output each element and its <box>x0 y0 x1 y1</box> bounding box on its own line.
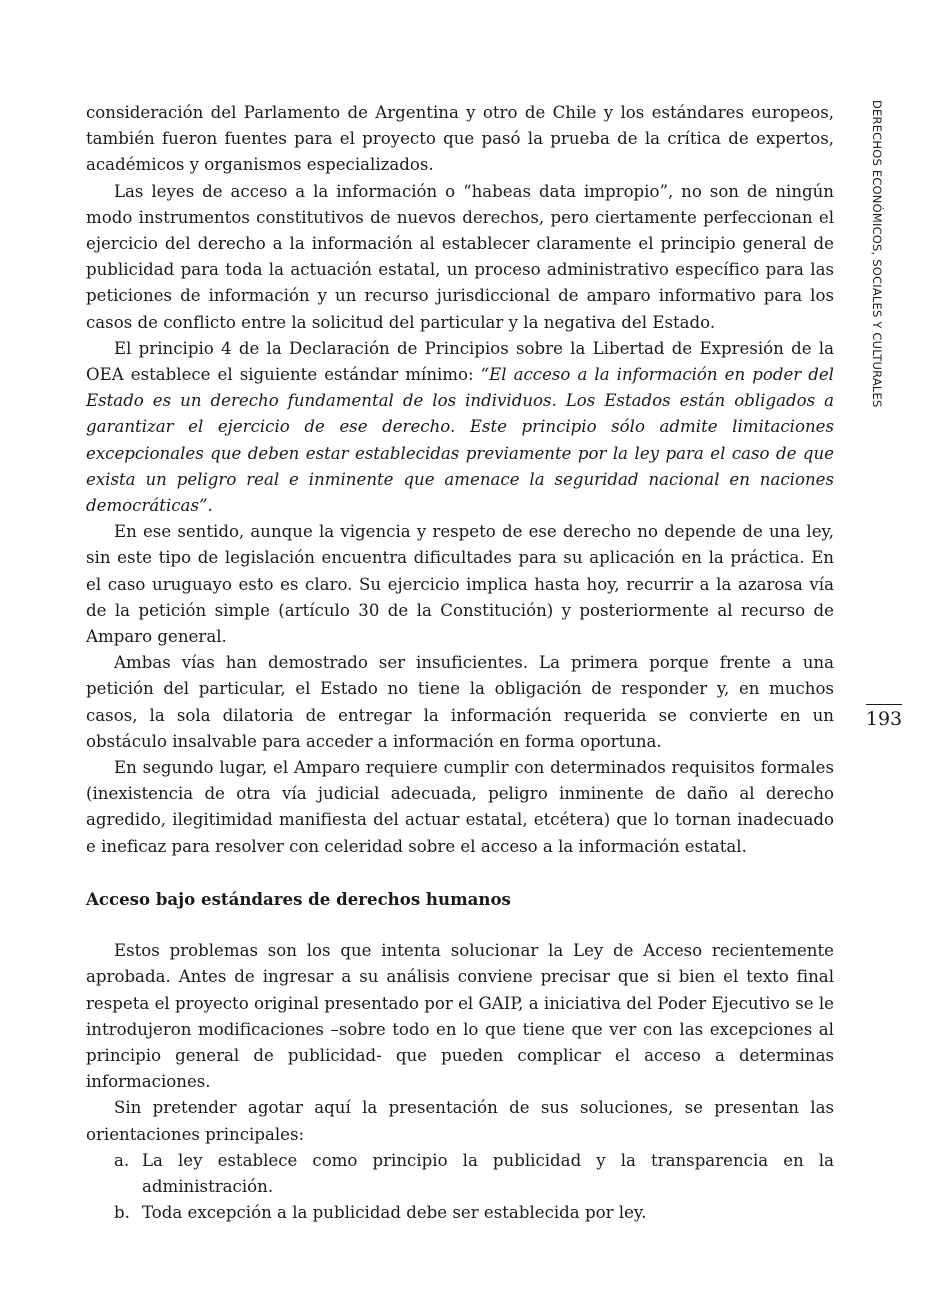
body-text <box>86 100 834 1226</box>
paragraph: Estos problemas son los que intenta solucionar la Ley de Acceso recientemente aprobada. Antes de ingresar a su análisis conviene precisar que si bien el texto final respeta el proyecto original presentado por el GAIP, a iniciativa del Poder Ejecutivo se le introdujeron modificaciones –sobre todo en lo que tiene que ver con las excepciones al principio general de publicidad- que pueden complicar el acceso a determinas informaciones. <box>86 941 834 1092</box>
list-item <box>86 1200 834 1226</box>
paragraph-intro: El principio 4 de la Declaración de Principios sobre la Libertad de Expresión de la OEA establece el siguiente estándar mínimo: <box>86 338 834 385</box>
paragraph: En ese sentido, aunque la vigencia y respeto de ese derecho no depende de una ley, sin este tipo de legislación encuentra dificultades para su aplicación en la práctica. En el caso uruguayo esto es claro. Su ejercicio implica hasta hoy, recurrir a la azarosa vía de la petición simple (artículo 30 de la Constitución) y posteriormente al recurso de Amparo general. <box>86 522 834 647</box>
page-number-rule <box>866 704 902 705</box>
lettered-list <box>86 1148 834 1227</box>
paragraph: Ambas vías han demostrado ser insuficientes. La primera porque frente a una petición del particular, el Estado no tiene la obligación de responder y, en muchos casos, la sola dilatoria de entregar la información requerida se convierte en un obstáculo insalvable para acceder a información en forma oportuna. <box>86 653 834 751</box>
paragraph: En segundo lugar, el Amparo requiere cumplir con determinados requisitos formales (inexistencia de otra vía judicial adecuada, peligro inminente de daño al derecho agredido, ilegitimidad manifiesta del actuar estatal, etcétera) que lo tornan inadecuado e ineficaz para resolver con celeridad sobre el acceso a la información estatal. <box>86 758 834 856</box>
section-heading: Acceso bajo estándares de derechos humanos <box>86 888 511 909</box>
list-marker: b. <box>114 1203 130 1223</box>
paragraph-with-quote <box>86 336 834 519</box>
running-head <box>868 100 888 408</box>
running-head-text: DERECHOS ECONÓMICOS, SOCIALES Y CULTURALES <box>870 100 884 408</box>
list-item <box>86 1148 834 1200</box>
page-number: 193 <box>865 708 903 730</box>
list-marker: a. <box>114 1150 130 1170</box>
paragraph: Sin pretender agotar aquí la presentación de sus soluciones, se presentan las orientaciones principales: <box>86 1098 834 1144</box>
list-item-text: La ley establece como principio la publicidad y la transparencia en la administración. <box>142 1150 834 1196</box>
italic-quote: “El acceso a la información en poder del Estado es un derecho fundamental de los individuos. Los Estados están obligados a garantizar el ejercicio de ese derecho. Este principio sólo admite limitaciones excepcionales que deben estar establecidas previamente por la ley para el caso de que exista un peligro real e inminente que amenace la seguridad nacional en naciones democráticas”. <box>86 365 834 516</box>
paragraph: Las leyes de acceso a la información o “habeas data impropio”, no son de ningún modo instrumentos constitutivos de nuevos derechos, pero ciertamente perfeccionan el ejercicio del derecho a la información al establecer claramente el principio general de publicidad para toda la actuación estatal, un proceso administrativo específico para las peticiones de información y un recurso jurisdiccional de amparo informativo para los casos de conflicto entre la solicitud del particular y la negativa del Estado. <box>86 181 834 332</box>
list-item-text: Toda excepción a la publicidad debe ser establecida por ley. <box>142 1203 647 1223</box>
paragraph: consideración del Parlamento de Argentina y otro de Chile y los estándares europeos, también fueron fuentes para el proyecto que pasó la prueba de la crítica de expertos, académicos y organismos especializados. <box>86 103 834 175</box>
